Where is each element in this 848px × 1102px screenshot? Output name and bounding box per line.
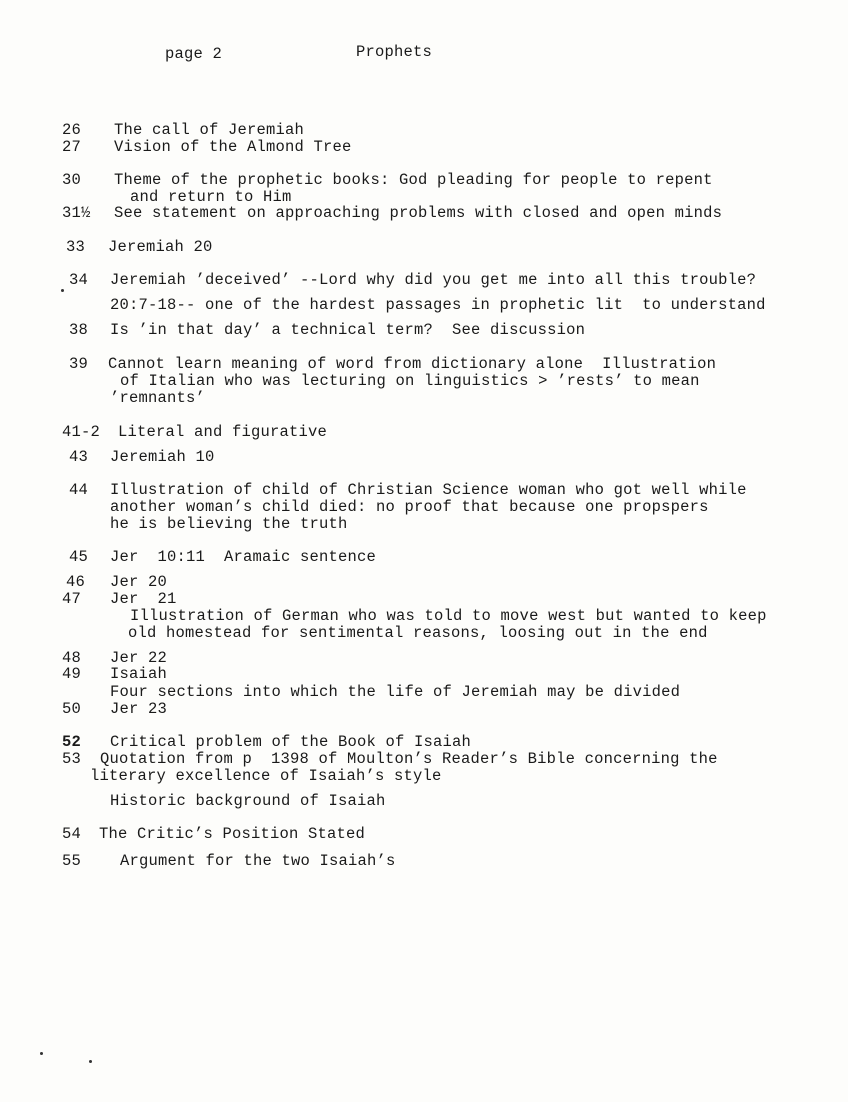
entry-number: 43 <box>69 448 89 466</box>
entry-number: 33 <box>66 238 86 256</box>
entry-number: 39 <box>69 355 89 373</box>
entry-text: 20:7-18-- one of the hardest passages in prophetic lit to understand <box>110 296 766 314</box>
page-title: Prophets <box>356 43 433 61</box>
entry-text: Quotation from p 1398 of Moulton’s Reader’s Bible concerning the <box>100 750 718 768</box>
entry-text: Jeremiah ’deceived’ --Lord why did you get me into all this trouble? <box>110 271 757 289</box>
entry-text: Isaiah <box>110 665 168 683</box>
entry-number: 52 <box>62 733 82 751</box>
entry-text: Jeremiah 10 <box>110 448 215 466</box>
entry-text: Theme of the prophetic books: God pleading for people to repent <box>114 171 713 189</box>
entry-text: Illustration of German who was told to move west but wanted to keep <box>130 607 767 625</box>
entry-text: Argument for the two Isaiah’s <box>120 852 396 870</box>
entry-text: Vision of the Almond Tree <box>114 138 352 156</box>
entry-text: Jer 23 <box>110 700 168 718</box>
entry-text: Is ’in that day’ a technical term? See discussion <box>110 321 586 339</box>
entry-text: Jer 20 <box>110 573 168 591</box>
entry-text: Jer 22 <box>110 649 168 667</box>
entry-text: Jer 21 <box>110 590 177 608</box>
entry-text: See statement on approaching problems with closed and open minds <box>114 204 723 222</box>
entry-number: 38 <box>69 321 89 339</box>
entry-text: old homestead for sentimental reasons, loosing out in the end <box>128 624 708 642</box>
entry-number: 53 <box>62 750 82 768</box>
entry-text: Illustration of child of Christian Science woman who got well while <box>110 481 747 499</box>
entry-number: 44 <box>69 481 89 499</box>
entry-number: 49 <box>62 665 82 683</box>
entry-text: Jer 10:11 Aramaic sentence <box>110 548 377 566</box>
entry-text: Four sections into which the life of Jeremiah may be divided <box>110 683 681 701</box>
entry-text: another woman’s child died: no proof that because one propspers <box>110 498 709 516</box>
entry-text: The Critic’s Position Stated <box>99 825 366 843</box>
entry-text: Critical problem of the Book of Isaiah <box>110 733 472 751</box>
entry-text: Cannot learn meaning of word from dictionary alone Illustration <box>108 355 717 373</box>
entry-number: 30 <box>62 171 82 189</box>
entry-text: Literal and figurative <box>118 423 328 441</box>
entry-text: The call of Jeremiah <box>114 121 305 139</box>
entry-text: ’remnants’ <box>110 389 206 407</box>
paper-speck <box>40 1052 43 1055</box>
entry-number: 26 <box>62 121 82 139</box>
entry-text: Jeremiah 20 <box>108 238 213 256</box>
paper-speck <box>89 1060 92 1063</box>
entry-number: 48 <box>62 649 82 667</box>
entry-number: 41-2 <box>62 423 101 441</box>
entry-number: 54 <box>62 825 82 843</box>
entry-number: 34 <box>69 271 89 289</box>
entry-number: 47 <box>62 590 82 608</box>
entry-text: and return to Him <box>130 188 292 206</box>
entry-number: 45 <box>69 548 89 566</box>
entry-text: of Italian who was lecturing on linguistics > ’rests’ to mean <box>120 372 700 390</box>
entry-number: 50 <box>62 700 82 718</box>
entry-number: 27 <box>62 138 82 156</box>
entry-text: Historic background of Isaiah <box>110 792 386 810</box>
entry-number: 46 <box>66 573 86 591</box>
page-number: page 2 <box>165 45 223 63</box>
paper-speck <box>61 289 64 292</box>
entry-number: 55 <box>62 852 82 870</box>
entry-text: literary excellence of Isaiah’s style <box>90 767 442 785</box>
entry-text: he is believing the truth <box>110 515 348 533</box>
entry-number: 31½ <box>62 204 91 222</box>
